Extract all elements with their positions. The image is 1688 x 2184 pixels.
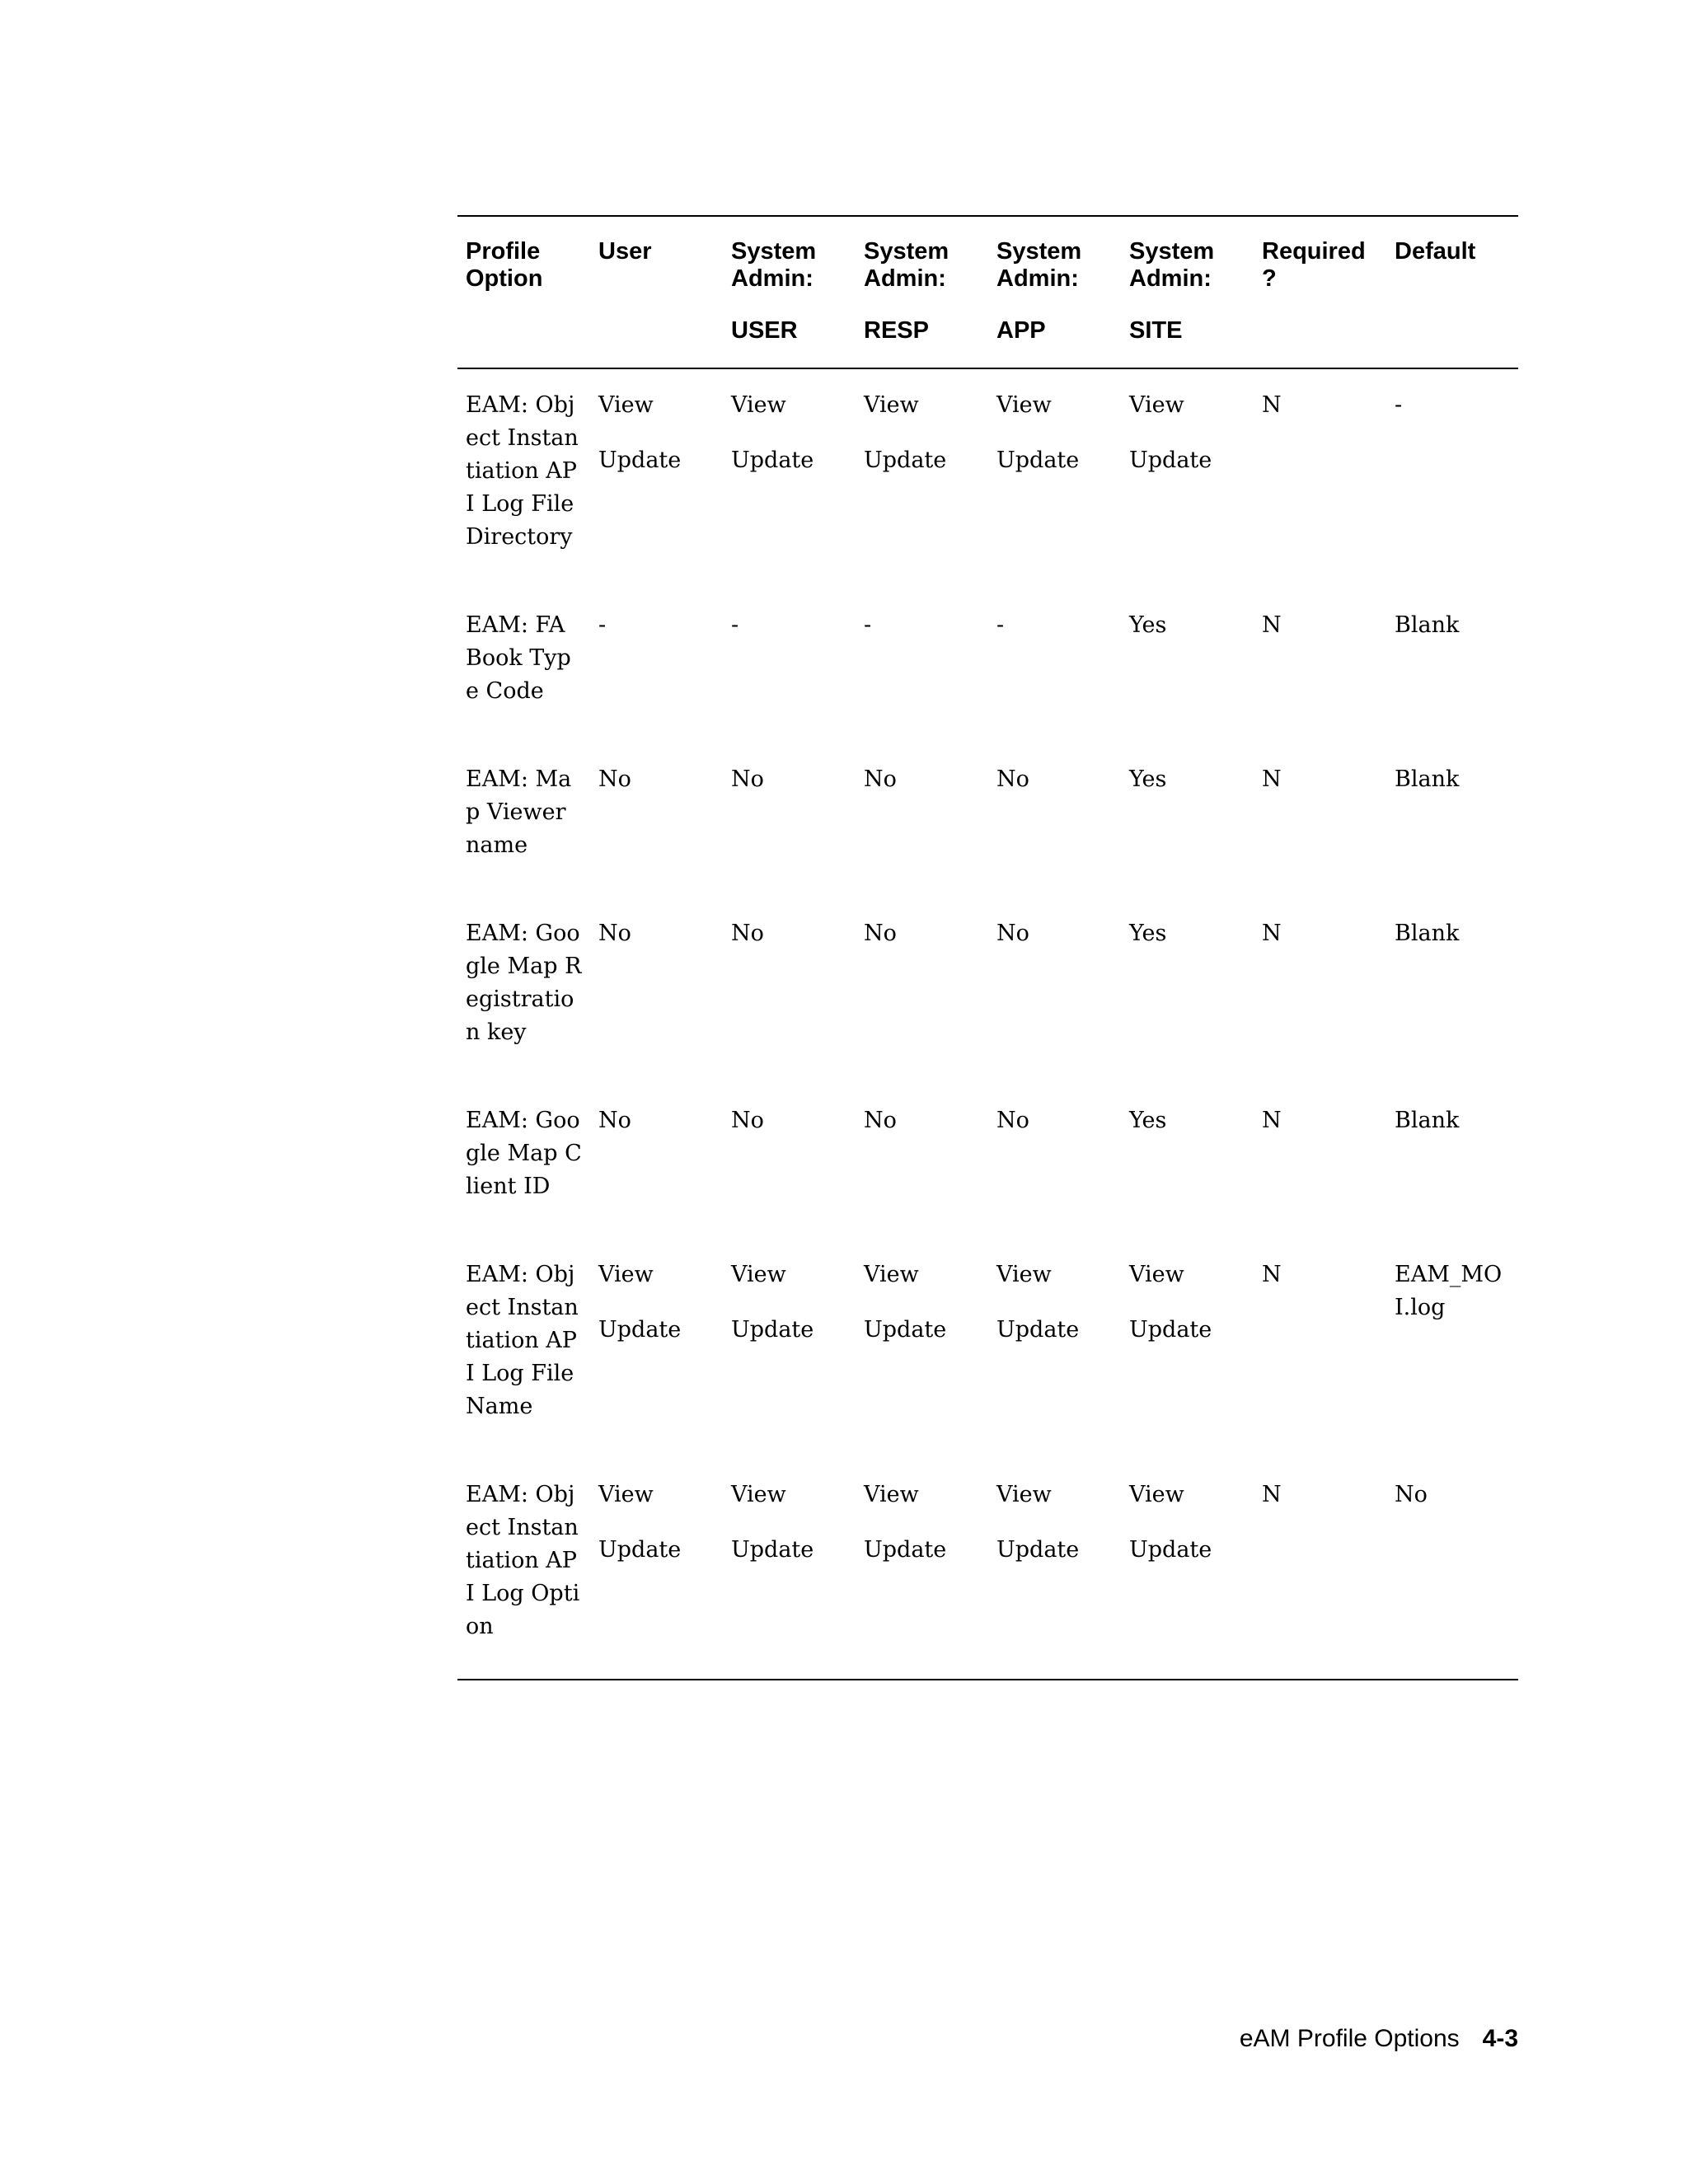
access-cell-sa-user xyxy=(723,1085,856,1239)
access-value: View xyxy=(598,1262,654,1287)
column-header xyxy=(1254,216,1386,368)
access-cell-sa-app xyxy=(988,743,1121,898)
access-value: No xyxy=(864,921,897,946)
column-header-scope: SITE xyxy=(1129,317,1183,344)
column-header xyxy=(590,216,723,368)
access-cell-sa-site xyxy=(1121,368,1254,589)
access-value: View xyxy=(731,392,786,418)
access-value: View xyxy=(731,1262,786,1287)
access-value: View xyxy=(864,1482,919,1507)
access-cell-user xyxy=(590,1459,723,1680)
access-cell-sa-user xyxy=(723,898,856,1085)
access-cell-user xyxy=(590,1239,723,1459)
access-value: Update xyxy=(598,1317,682,1343)
access-value: No xyxy=(996,921,1029,946)
required-cell: N xyxy=(1262,612,1282,638)
table-row xyxy=(457,743,1518,898)
access-value: View xyxy=(864,392,919,418)
access-value: Update xyxy=(1129,1317,1212,1343)
table-row xyxy=(457,589,1518,743)
default-cell: Blank xyxy=(1395,766,1460,792)
access-value: No xyxy=(598,766,631,792)
access-value: - xyxy=(731,612,739,638)
access-value: View xyxy=(864,1262,919,1287)
profile-options-table-container xyxy=(457,215,1518,1680)
access-cell-sa-app xyxy=(988,1239,1121,1459)
access-value: View xyxy=(1129,1482,1184,1507)
column-header-label: Profile Option xyxy=(466,238,543,292)
access-value: Update xyxy=(598,448,682,473)
access-cell-sa-user xyxy=(723,1459,856,1680)
access-value: No xyxy=(731,1108,764,1133)
access-cell-sa-site xyxy=(1121,743,1254,898)
access-cell-sa-app xyxy=(988,368,1121,589)
access-value: Yes xyxy=(1129,921,1167,946)
profile-option-name: EAM: Object Instantiation API Log File Name xyxy=(466,1262,579,1419)
profile-option-name: EAM: FA Book Type Code xyxy=(466,612,571,704)
column-header-label: System Admin: xyxy=(1129,238,1215,292)
column-header xyxy=(457,216,590,368)
access-value: No xyxy=(598,921,631,946)
access-value: Update xyxy=(864,1537,947,1563)
access-value: - xyxy=(996,612,1005,638)
access-value: View xyxy=(996,1262,1052,1287)
table-header xyxy=(457,216,1518,368)
access-cell-user xyxy=(590,743,723,898)
access-cell-sa-user xyxy=(723,589,856,743)
access-value: - xyxy=(598,612,607,638)
profile-option-name: EAM: Object Instantiation API Log File Directory xyxy=(466,392,579,550)
column-header-label: User xyxy=(598,238,652,265)
access-value: Update xyxy=(996,448,1080,473)
access-cell-sa-app xyxy=(988,898,1121,1085)
access-value: No xyxy=(996,1108,1029,1133)
column-header-label: Required ? xyxy=(1262,238,1366,292)
access-value: No xyxy=(864,766,897,792)
access-cell-sa-site xyxy=(1121,1459,1254,1680)
access-value: Yes xyxy=(1129,612,1167,638)
default-cell: EAM_MOI.log xyxy=(1395,1262,1503,1320)
access-cell-sa-app xyxy=(988,589,1121,743)
page-number: 4-3 xyxy=(1482,2025,1518,2052)
access-cell-sa-user xyxy=(723,368,856,589)
access-cell-user xyxy=(590,898,723,1085)
access-value: Update xyxy=(996,1317,1080,1343)
column-header-label: System Admin: xyxy=(864,238,950,292)
access-cell-sa-resp xyxy=(856,743,988,898)
profile-options-table xyxy=(457,215,1518,1680)
access-value: No xyxy=(598,1108,631,1133)
table-row xyxy=(457,1459,1518,1680)
access-value: View xyxy=(996,392,1052,418)
access-cell-user xyxy=(590,589,723,743)
access-value: Update xyxy=(1129,1537,1212,1563)
profile-option-name: EAM: Object Instantiation API Log Option xyxy=(466,1482,580,1639)
required-cell: N xyxy=(1262,921,1282,946)
column-header-scope: APP xyxy=(996,317,1046,344)
access-value: Update xyxy=(731,448,814,473)
access-value: Update xyxy=(864,1317,947,1343)
access-value: Update xyxy=(731,1537,814,1563)
access-cell-sa-app xyxy=(988,1459,1121,1680)
access-cell-sa-user xyxy=(723,1239,856,1459)
access-value: Yes xyxy=(1129,1108,1167,1133)
column-header-scope: USER xyxy=(731,317,798,344)
column-header xyxy=(988,216,1121,368)
default-cell: No xyxy=(1395,1482,1428,1507)
table-row xyxy=(457,368,1518,589)
column-header-label: System Admin: xyxy=(996,238,1082,292)
access-cell-sa-user xyxy=(723,743,856,898)
access-value: Update xyxy=(598,1537,682,1563)
table-row xyxy=(457,898,1518,1085)
access-cell-sa-site xyxy=(1121,1085,1254,1239)
access-value: Update xyxy=(1129,448,1212,473)
access-value: No xyxy=(864,1108,897,1133)
access-value: View xyxy=(996,1482,1052,1507)
access-value: Yes xyxy=(1129,766,1167,792)
required-cell: N xyxy=(1262,1482,1282,1507)
access-value: No xyxy=(996,766,1029,792)
default-cell: Blank xyxy=(1395,1108,1460,1133)
profile-option-name: EAM: Google Map Client ID xyxy=(466,1108,582,1199)
column-header xyxy=(1386,216,1518,368)
access-value: Update xyxy=(996,1537,1080,1563)
default-cell: Blank xyxy=(1395,921,1460,946)
access-value: - xyxy=(864,612,872,638)
default-cell: Blank xyxy=(1395,612,1460,638)
access-cell-sa-resp xyxy=(856,898,988,1085)
column-header-scope: RESP xyxy=(864,317,929,344)
table-row xyxy=(457,1085,1518,1239)
access-value: View xyxy=(1129,392,1184,418)
column-header-label: Default xyxy=(1395,238,1476,265)
required-cell: N xyxy=(1262,392,1282,418)
access-value: Update xyxy=(864,448,947,473)
profile-option-name: EAM: Google Map Registration key xyxy=(466,921,582,1045)
access-value: View xyxy=(731,1482,786,1507)
access-value: View xyxy=(598,392,654,418)
access-cell-sa-resp xyxy=(856,1085,988,1239)
access-cell-sa-resp xyxy=(856,1459,988,1680)
column-header xyxy=(723,216,856,368)
access-cell-sa-site xyxy=(1121,1239,1254,1459)
access-cell-user xyxy=(590,368,723,589)
header-row xyxy=(457,216,1518,368)
default-cell: - xyxy=(1395,392,1403,418)
footer-section-title: eAM Profile Options xyxy=(1239,2025,1460,2052)
page-footer xyxy=(1240,2025,1518,2053)
table-row xyxy=(457,1239,1518,1459)
required-cell: N xyxy=(1262,766,1282,792)
column-header-label: System Admin: xyxy=(731,238,817,292)
access-cell-sa-resp xyxy=(856,1239,988,1459)
access-cell-sa-site xyxy=(1121,589,1254,743)
access-value: Update xyxy=(731,1317,814,1343)
access-cell-sa-resp xyxy=(856,368,988,589)
profile-option-name: EAM: Map Viewer name xyxy=(466,766,572,858)
column-header xyxy=(1121,216,1254,368)
access-value: View xyxy=(1129,1262,1184,1287)
access-value: No xyxy=(731,921,764,946)
access-cell-sa-app xyxy=(988,1085,1121,1239)
table-body xyxy=(457,368,1518,1680)
column-header xyxy=(856,216,988,368)
required-cell: N xyxy=(1262,1262,1282,1287)
access-value: No xyxy=(731,766,764,792)
required-cell: N xyxy=(1262,1108,1282,1133)
access-cell-sa-site xyxy=(1121,898,1254,1085)
access-cell-user xyxy=(590,1085,723,1239)
access-cell-sa-resp xyxy=(856,589,988,743)
access-value: View xyxy=(598,1482,654,1507)
